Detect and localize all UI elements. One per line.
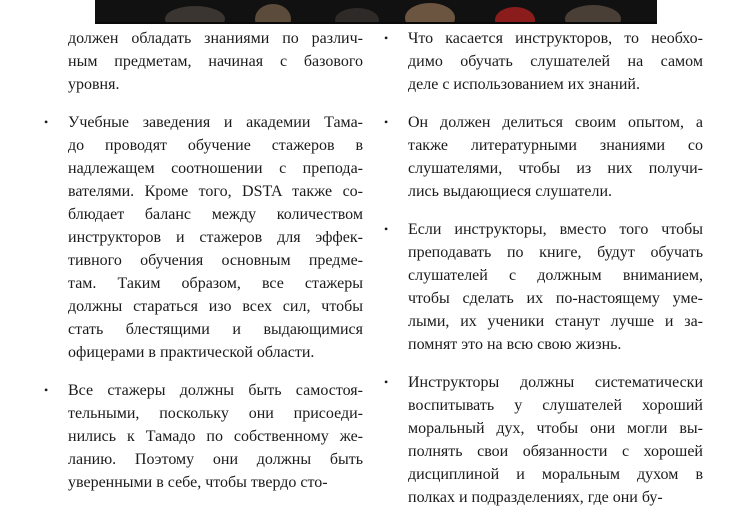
- text-line: полках и подразделениях, где они бу-: [408, 489, 663, 506]
- text-line: до проводят обучение стажеров в: [68, 137, 363, 154]
- text-line: уверенными в себе, чтобы твердо сто-: [68, 474, 328, 491]
- text-line: лись выдающиеся слушатели.: [408, 183, 613, 200]
- bullet-item: [384, 111, 703, 203]
- text-line: воспитывать у слушателей хороший: [408, 397, 703, 414]
- text-line: надлежащем соотношении с препода-: [68, 160, 363, 177]
- photo-figure: [405, 3, 455, 24]
- bullet-marker: •: [384, 115, 389, 129]
- bullet-item: [44, 111, 363, 364]
- text-line: тельными, поскольку они присоеди-: [68, 405, 363, 422]
- text-line: нились к Тамадо по собственному же-: [68, 428, 363, 445]
- text-line: должен обладать знаниями по различ-: [68, 30, 363, 47]
- text-line: Все стажеры должны быть самостоя-: [68, 382, 363, 399]
- text-line: лыми, их ученики станут лучше и за-: [408, 313, 703, 330]
- photo-figure: [335, 8, 379, 24]
- text-line: помнят это на всю свою жизнь.: [408, 336, 622, 353]
- bullet-marker: •: [44, 115, 49, 129]
- text-line: ланию. Поэтому они должны быть: [68, 451, 363, 468]
- text-line: моральный дух, чтобы они могли вы-: [408, 420, 703, 437]
- text-line: Если инструкторы, вместо того чтобы: [408, 221, 703, 238]
- text-line: Что касается инструкторов, то необхо-: [408, 30, 703, 47]
- photo-bottom-strip: [95, 0, 657, 24]
- bullet-marker: •: [384, 375, 389, 389]
- photo-figure: [565, 5, 621, 24]
- text-line: уровня.: [68, 76, 120, 93]
- bullet-marker: •: [44, 383, 49, 397]
- bullet-item: [384, 27, 703, 96]
- photo-figure: [165, 6, 225, 24]
- text-line: тивного обучения основным предме-: [68, 252, 363, 269]
- text-line: также литературными знаниями со: [408, 137, 703, 154]
- text-line: Инструкторы должны систематически: [408, 374, 703, 391]
- bullet-item: [384, 218, 703, 356]
- text-line: офицерами в практической области.: [68, 344, 315, 361]
- text-line: дисциплиной и моральным духом в: [408, 466, 703, 483]
- text-line: вателями. Кроме того, DSTA также со-: [68, 183, 363, 200]
- text-line: должны стараться изо всех сил, чтобы: [68, 298, 363, 315]
- text-line: там. Таким образом, все стажеры: [68, 275, 363, 292]
- photo-figure: [495, 7, 535, 24]
- bullet-item: [44, 379, 363, 494]
- text-line: блюдает баланс между количеством: [68, 206, 363, 223]
- text-line: слушателями, чтобы из них получи-: [408, 160, 703, 177]
- photo-figure: [255, 4, 291, 24]
- bullet-item: [384, 371, 703, 509]
- text-line: преподавать по книге, будут обучать: [408, 244, 703, 261]
- right-column: [384, 27, 703, 524]
- text-line: инструкторов и стажеров для эффек-: [68, 229, 363, 246]
- text-line: димо обучать слушателей на самом: [408, 53, 703, 70]
- text-line: ным предметам, начиная с базового: [68, 53, 363, 70]
- text-line: чтобы сделать их по-настоящему уме-: [408, 290, 703, 307]
- text-line: Он должен делиться своим опытом, а: [408, 114, 703, 131]
- text-line: слушателей с должным вниманием,: [408, 267, 703, 284]
- text-line: стать блестящими и выдающимися: [68, 321, 363, 338]
- text-line: деле с использованием их знаний.: [408, 76, 640, 93]
- text-line: полнять свои обязанности с хорошей: [408, 443, 703, 460]
- bullet-marker: •: [384, 31, 389, 45]
- left-column: [44, 27, 363, 509]
- bullet-marker: •: [384, 222, 389, 236]
- text-line: Учебные заведения и академии Тама-: [68, 114, 363, 131]
- paragraph-continuation: [68, 27, 363, 96]
